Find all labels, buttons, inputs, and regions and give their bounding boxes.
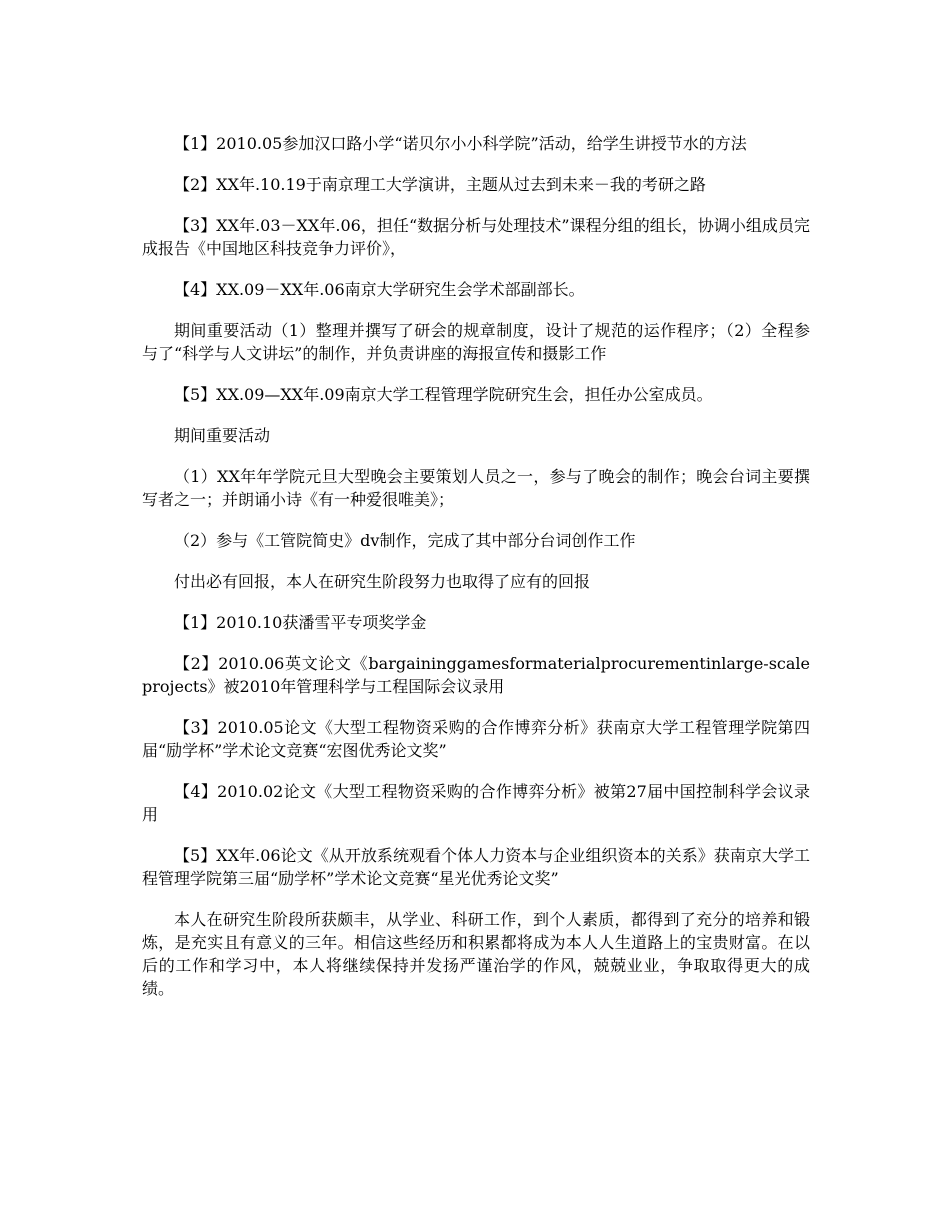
paragraph-awards-intro: 付出必有回报，本人在研究生阶段努力也取得了应有的回报 (174, 572, 591, 591)
paragraph-activity-2: 【2】XX年.10.19于南京理工大学演讲，主题从过去到未来－我的考研之路 (174, 175, 706, 194)
paragraph-activity-5: 【5】XX.09—XX年.09南京大学工程管理学院研究生会，担任办公室成员。 (174, 385, 713, 404)
paragraph-activity-5-item-2: （2）参与《工管院简史》dv制作，完成了其中部分台词创作工作 (174, 531, 636, 550)
paragraph-award-5: 【5】XX年.06论文《从开放系统观看个体人力资本与企业组织资本的关系》获南京大学工程管理学院第三届“励学杯”学术论文竞赛“星光优秀论文奖” (142, 846, 810, 888)
paragraph-award-1: 【1】2010.10获潘雪平专项奖学金 (174, 613, 427, 632)
paragraph-activity-1: 【1】2010.05参加汉口路小学“诺贝尔小小科学院”活动，给学生讲授节水的方法 (174, 134, 747, 153)
paragraph-activity-5-heading: 期间重要活动 (174, 426, 271, 445)
paragraph-activity-3: 【3】XX年.03－XX年.06，担任“数据分析与处理技术”课程分组的组长，协调小组成员完成报告《中国地区科技竞争力评价》， (142, 216, 810, 258)
paragraph-activity-4: 【4】XX.09－XX年.06南京大学研究生会学术部副部长。 (174, 280, 585, 299)
paragraph-award-2: 【2】2010.06英文论文《bargaininggamesformaterialprocurementinlarge-scaleprojects》被2010年管理科学与工程国际会议录用 (142, 654, 810, 696)
paragraph-activity-4-details: 期间重要活动（1）整理并撰写了研会的规章制度，设计了规范的运作程序；（2）全程参与了“科学与人文讲坛”的制作，并负责讲座的海报宣传和摄影工作 (142, 321, 810, 363)
paragraph-conclusion: 本人在研究生阶段所获颇丰，从学业、科研工作，到个人素质，都得到了充分的培养和锻炼，是充实且有意义的三年。相信这些经历和积累都将成为本人人生道路上的宝贵财富。在以后的工作和学习中，本人将继续保持并发扬严谨治学的作风，兢兢业业，争取取得更大的成绩。 (142, 910, 810, 998)
paragraph-activity-5-item-1: （1）XX年年学院元旦大型晚会主要策划人员之一，参与了晚会的制作；晚会台词主要撰写者之一；并朗诵小诗《有一种爱很唯美》； (142, 467, 810, 509)
paragraph-award-3: 【3】2010.05论文《大型工程物资采购的合作博弈分析》获南京大学工程管理学院第四届“励学杯”学术论文竞赛“宏图优秀论文奖” (142, 718, 810, 760)
paragraph-award-4: 【4】2010.02论文《大型工程物资采购的合作博弈分析》被第27届中国控制科学会议录用 (142, 782, 810, 824)
document-body (142, 132, 810, 1018)
